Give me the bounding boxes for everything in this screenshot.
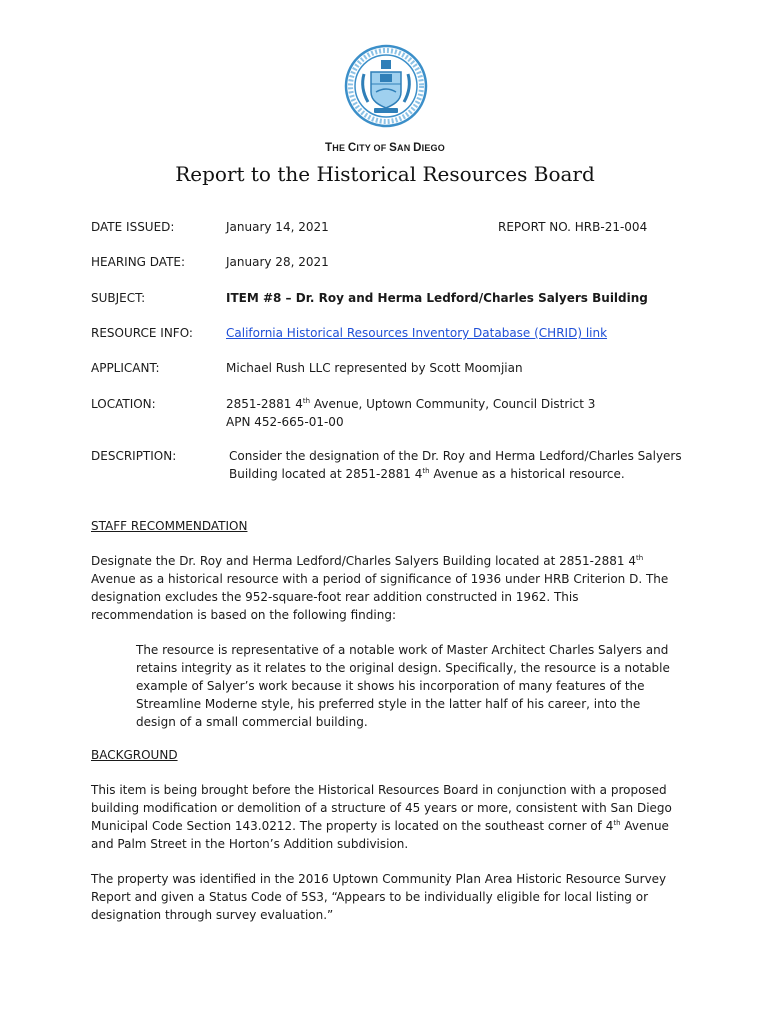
- hearing-date-label: HEARING DATE:: [91, 255, 186, 269]
- applicant-label: APPLICANT:: [91, 361, 160, 375]
- description-label: DESCRIPTION:: [91, 449, 177, 463]
- applicant-value: Michael Rush LLC represented by Scott Moomjian: [226, 361, 523, 375]
- date-issued-label: DATE ISSUED:: [91, 220, 175, 234]
- date-issued-value: January 14, 2021: [226, 220, 329, 234]
- staff-recommendation-paragraph: Designate the Dr. Roy and Herma Ledford/Charles Salyers Building located at 2851-2881 4th Avenue as a historical resource with a period of significance of 1936 under HRB Criterion D. The designation excludes the 952-square-foot rear addition constructed in 1962. This recommendation is based on the following finding:: [91, 554, 669, 622]
- background-heading: BACKGROUND: [91, 748, 178, 762]
- background-paragraph-1: This item is being brought before the Historical Resources Board in conjunction with a proposed building modification or demolition of a structure of 45 years or more, consistent with San Diego Municipal Code Section 143.0212. The property is located on the southeast corner of 4th Avenue and Palm Street in the Horton’s Addition subdivision.: [91, 783, 672, 851]
- chrid-link[interactable]: California Historical Resources Inventory Database (CHRID) link: [226, 326, 608, 340]
- description-value: [229, 447, 689, 483]
- city-seal-logo: [344, 44, 428, 128]
- subject-label: SUBJECT:: [91, 291, 146, 305]
- report-title: Report to the Historical Resources Board: [175, 162, 595, 186]
- location-line-1: 2851-2881 4th Avenue, Uptown Community, Council District 3: [226, 397, 596, 411]
- city-name: THE CITY OF SAN DIEGO: [325, 142, 445, 154]
- hearing-date-value: January 28, 2021: [226, 255, 329, 269]
- location-value: [226, 395, 686, 431]
- background-paragraph-2: The property was identified in the 2016 Uptown Community Plan Area Historic Resource Survey Report and given a Status Code of 5S3, “Appears to be individually eligible for local listing or designation through survey evaluation.”: [91, 872, 667, 922]
- staff-recommendation-heading: STAFF RECOMMENDATION: [91, 519, 248, 533]
- staff-finding: The resource is representative of a notable work of Master Architect Charles Salyers and retains integrity as it relates to the original design. Specifically, the resource is a notable example of Salyer’s work because it shows his incorporation of many features of the Streamline Moderne style, his preferred style in the latter half of his career, into the design of a small commercial building.: [136, 643, 670, 729]
- location-apn: APN 452-665-01-00: [226, 415, 344, 429]
- description-line-1: Consider the designation of the Dr. Roy and Herma Ledford/Charles Salyers: [229, 449, 682, 463]
- subject-value: ITEM #8 – Dr. Roy and Herma Ledford/Charles Salyers Building: [226, 291, 648, 305]
- description-line-2: Building located at 2851-2881 4th Avenue as a historical resource.: [229, 467, 625, 481]
- report-number: REPORT NO. HRB-21-004: [498, 220, 648, 234]
- resource-info-label: RESOURCE INFO:: [91, 326, 193, 340]
- location-label: LOCATION:: [91, 397, 156, 411]
